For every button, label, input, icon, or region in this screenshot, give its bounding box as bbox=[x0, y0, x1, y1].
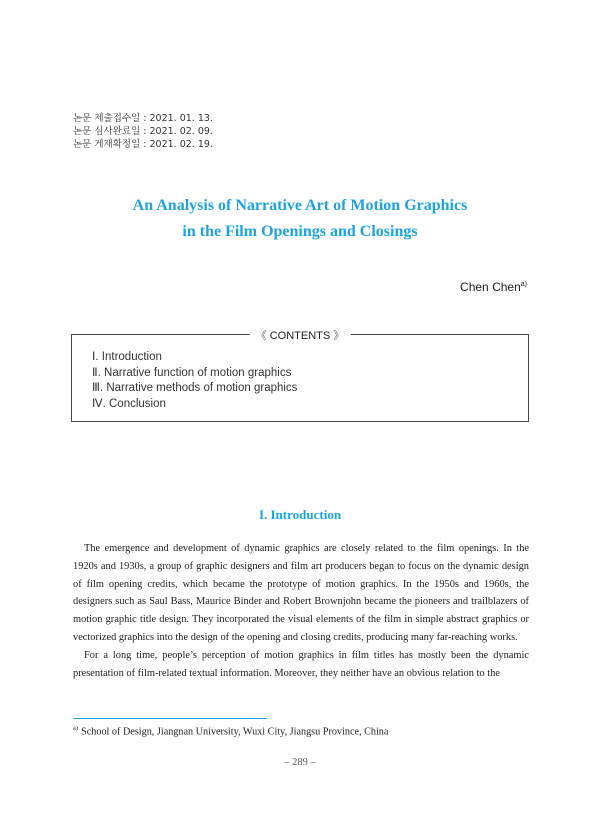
body-text bbox=[73, 540, 529, 682]
paragraph: For a long time, people’s perception of motion graphics in film titles has mostly been the dynamic presentation of film-related textual information. Moreover, they neither have an obvious relation to the bbox=[73, 649, 529, 679]
contents-item: Ⅱ. Narrative function of motion graphics bbox=[92, 366, 292, 379]
footnote-text: School of Design, Jiangnan University, Wuxi City, Jiangsu Province, China bbox=[81, 726, 389, 738]
submission-dates bbox=[73, 112, 213, 151]
date-accepted: 논문 게재확정일 : 2021. 02. 19. bbox=[73, 139, 213, 150]
contents-heading: 《 CONTENTS 》 bbox=[250, 327, 351, 343]
footnote bbox=[73, 725, 388, 737]
title-line-1: An Analysis of Narrative Art of Motion Graphics bbox=[132, 197, 468, 214]
contents-item: Ⅰ. Introduction bbox=[92, 351, 162, 363]
author-name: Chen Chen bbox=[460, 280, 521, 294]
paper-title bbox=[0, 193, 600, 245]
contents-box bbox=[71, 330, 529, 422]
contents-item: Ⅳ. Conclusion bbox=[92, 397, 166, 410]
date-submitted: 논문 제출접수일 : 2021. 01. 13. bbox=[73, 113, 213, 124]
contents-list bbox=[92, 350, 297, 412]
footnote-divider bbox=[73, 718, 267, 719]
page-number: – 289 – bbox=[284, 757, 316, 768]
title-line-2: in the Film Openings and Closings bbox=[182, 223, 418, 240]
section-heading-introduction: I. Introduction bbox=[258, 507, 342, 522]
date-reviewed: 논문 심사완료일 : 2021. 02. 09. bbox=[73, 126, 213, 137]
footnote-marker: a) bbox=[73, 725, 79, 732]
author bbox=[460, 280, 527, 294]
paragraph: The emergence and development of dynamic graphics are closely related to the film openings. In the 1920s and 1930s, a group of graphic designers and film art producers began to focus on the dynamic design of film opening credits, which became the prototype of motion graphics. In the 1950s and 1960s, the designers such as Saul Bass, Maurice Binder and Robert Brownjohn became the pioneers and trailblazers of motion graphic title design. They incorporated the visual elements of the film in simple abstract graphics or vectorized graphics into the design of the opening and closing credits, producing many far-reaching works. bbox=[73, 543, 529, 643]
contents-item: Ⅲ. Narrative methods of motion graphics bbox=[92, 382, 298, 394]
author-affiliation-marker: a) bbox=[520, 281, 527, 288]
